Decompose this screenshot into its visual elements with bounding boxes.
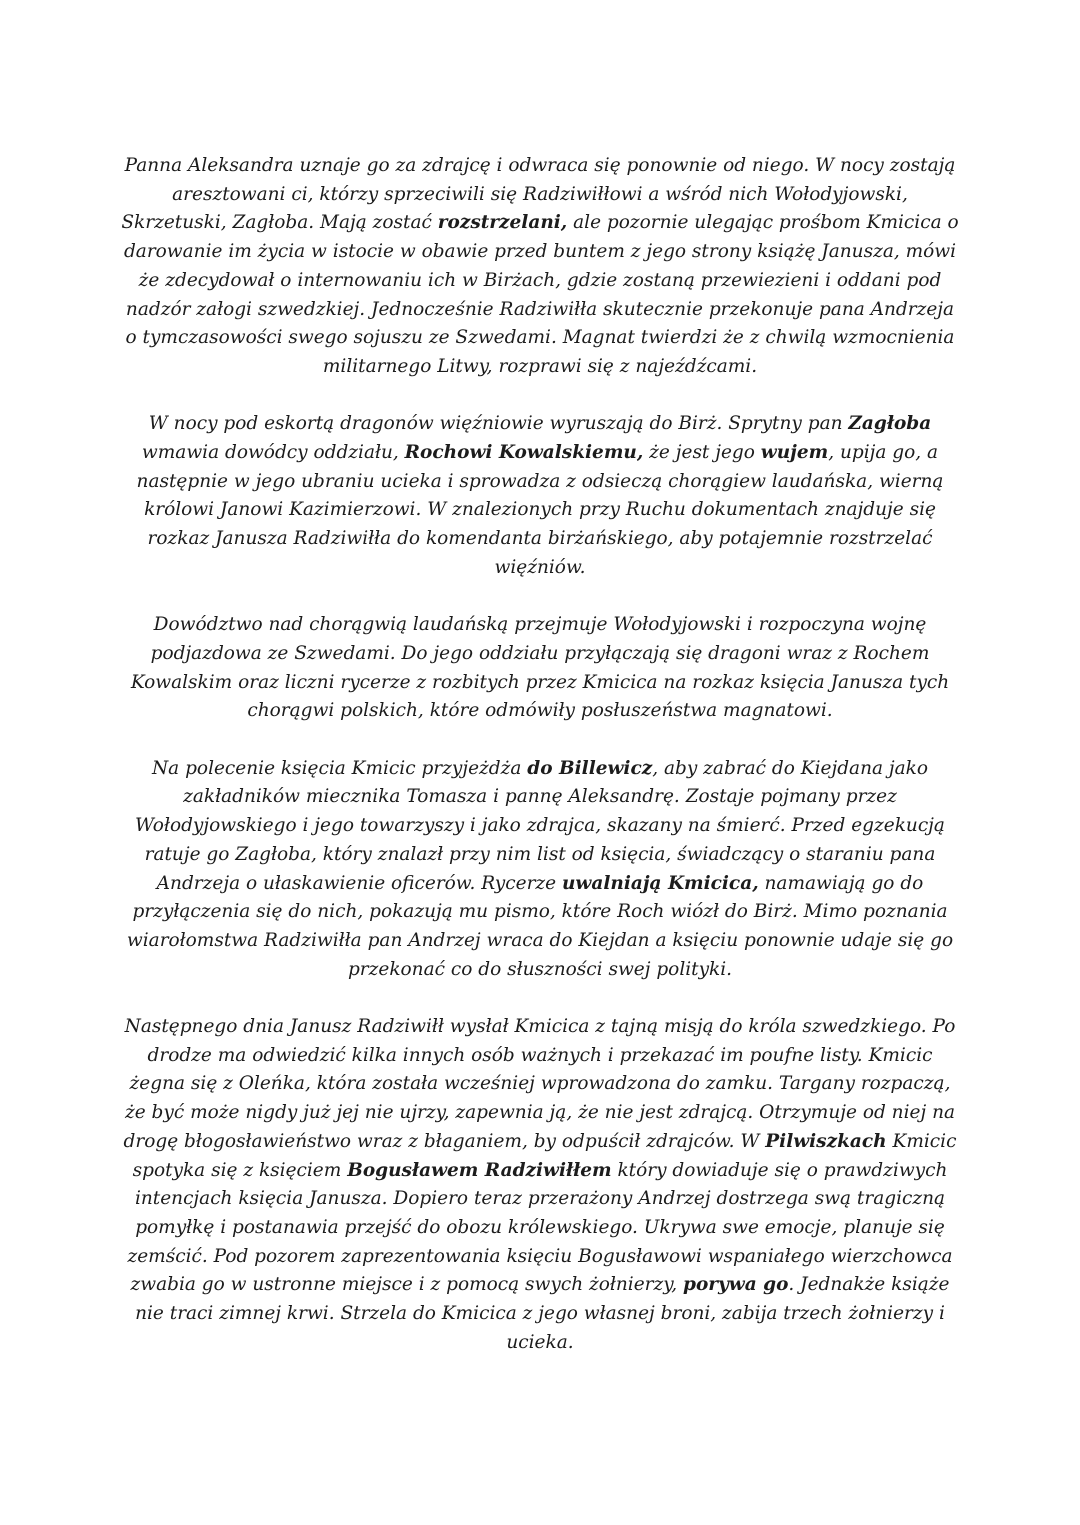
bold-text-segment: Pilwiszkach: [765, 1130, 887, 1152]
text-segment: który dowiaduje się o prawdziwych intencjach księcia Janusza. Dopiero teraz przerażony Andrzej dostrzega swą tragiczną pomyłkę i postanawia przejść do obozu królewskiego. Ukrywa swe emocje, planuje się zemścić. Pod pozorem zaprezentowania księciu Bogusławowi wspaniałego wierzchowca zwabia go w ustronne miejsce i z pomocą swych żołnierzy,: [127, 1159, 953, 1296]
bold-text-segment: Zagłoba: [848, 413, 932, 435]
text-segment: Na polecenie księcia Kmicic przyjeżdża: [151, 757, 528, 779]
text-segment: , aby zabrać do Kiejdana jako zakładników miecznika Tomasza i pannę Aleksandrę. Zostaje pojmany przez Wołodyjowskiego i jego towarzyszy i jako zdrajca, skazany na śmierć. Przed egzekucją ratuje go Zagłoba, który znalazł przy nim list od księcia, świadczący o staraniu pana Andrzeja o ułaskawienie oficerów. Rycerze: [135, 757, 945, 894]
text-segment: Następnego dnia Janusz Radziwiłł wysłał Kmicica z tajną misją do króla szwedzkiego. Po drodze ma odwiedzić kilka innych osób ważnych i przekazać im poufne listy. Kmicic żegna się z Oleńka, która została wcześniej wprowadzona do zamku. Targany rozpaczą, że być może nigdy już jej nie ujrzy, zapewnia ją, że nie jest zdrajcą. Otrzymuje od niej na drogę błogosławieństwo wraz z błaganiem, by odpuścił zdrajców. W: [123, 1016, 956, 1152]
text-segment: W nocy pod eskortą dragonów więźniowie wyruszają do Birż. Sprytny pan: [148, 413, 849, 435]
text-segment: , upija go, a następnie w jego ubraniu ucieka i sprowadza z odsieczą chorągiew laudańska, wierną królowi Janowi Kazimierzowi. W znalezionych przy Ruchu dokumentach znajduje się rozkaz Janusza Radziwiłła do komendanta birżańskiego, aby potajemnie rozstrzelać więźniów.: [136, 442, 944, 578]
paragraph-aleksandra-arrest: [120, 152, 960, 382]
text-segment: . Jednakże książe nie traci zimnej krwi. Strzela do Kmicica z jego własnej broni, zabija trzech żołnierzy i ucieka.: [135, 1274, 950, 1353]
bold-text-segment: porywa go: [683, 1274, 789, 1296]
paragraph-journey-to-birze: [120, 410, 960, 582]
bold-text-segment: uwalniają Kmicica,: [561, 872, 759, 894]
text-segment: Panna Aleksandra uznaje go za zdrajcę i odwraca się ponownie od niego. W nocy zostają aresztowani ci, którzy sprzeciwili się Radziwiłłowi a wśród nich Wołodyjowski, Skrzetuski, Zagłoba. Mają zostać: [121, 155, 956, 234]
paragraph-secret-mission: [120, 1013, 960, 1357]
bold-text-segment: Bogusławem Radziwiłłem: [347, 1159, 612, 1181]
bold-text-segment: do Billewicz: [527, 757, 653, 779]
document-page: [120, 152, 960, 1357]
bold-text-segment: wujem: [760, 442, 829, 464]
paragraph-billewicze: [120, 755, 960, 985]
text-segment: namawiają go do przyłączenia się do nich, pokazują mu pismo, które Roch wiózł do Birż. Mimo poznania wiarołomstwa Radziwiłła pan Andrzej wraca do Kiejdan a księciu ponownie udaje się go przekonać co do słuszności swej polityki.: [126, 872, 954, 980]
text-segment: Kmicic spotyka się z księciem: [132, 1130, 957, 1181]
paragraph-wolodyjowski-command: [120, 611, 960, 726]
text-segment: że jest jego: [643, 442, 761, 464]
bold-text-segment: Rochowi Kowalskiemu,: [404, 442, 644, 464]
text-segment: wmawia dowódcy oddziału,: [141, 442, 405, 464]
bold-text-segment: rozstrzelani,: [437, 212, 568, 234]
text-segment: ale pozornie ulegając prośbom Kmicica o darowanie im życia w istocie w obawie przed buntem z jego strony książę Janusza, mówi że zdecydował o internowaniu ich w Birżach, gdzie zostaną przewiezieni i oddani pod nadzór załogi szwedzkiej. Jednocześnie Radziwiłła skutecznie przekonuje pana Andrzeja o tymczasowości swego sojuszu ze Szwedami. Magnat twierdzi że z chwilą wzmocnienia militarnego Litwy, rozprawi się z najeźdźcami.: [123, 212, 959, 377]
text-segment: Dowództwo nad chorągwią laudańską przejmuje Wołodyjowski i rozpoczyna wojnę podjazdowa ze Szwedami. Do jego oddziału przyłączają się dragoni wraz z Rochem Kowalskim oraz liczni rycerze z rozbitych przez Kmicica na rozkaz księcia Janusza tych chorągwi polskich, które odmówiły posłuszeństwa magnatowi.: [130, 614, 950, 722]
